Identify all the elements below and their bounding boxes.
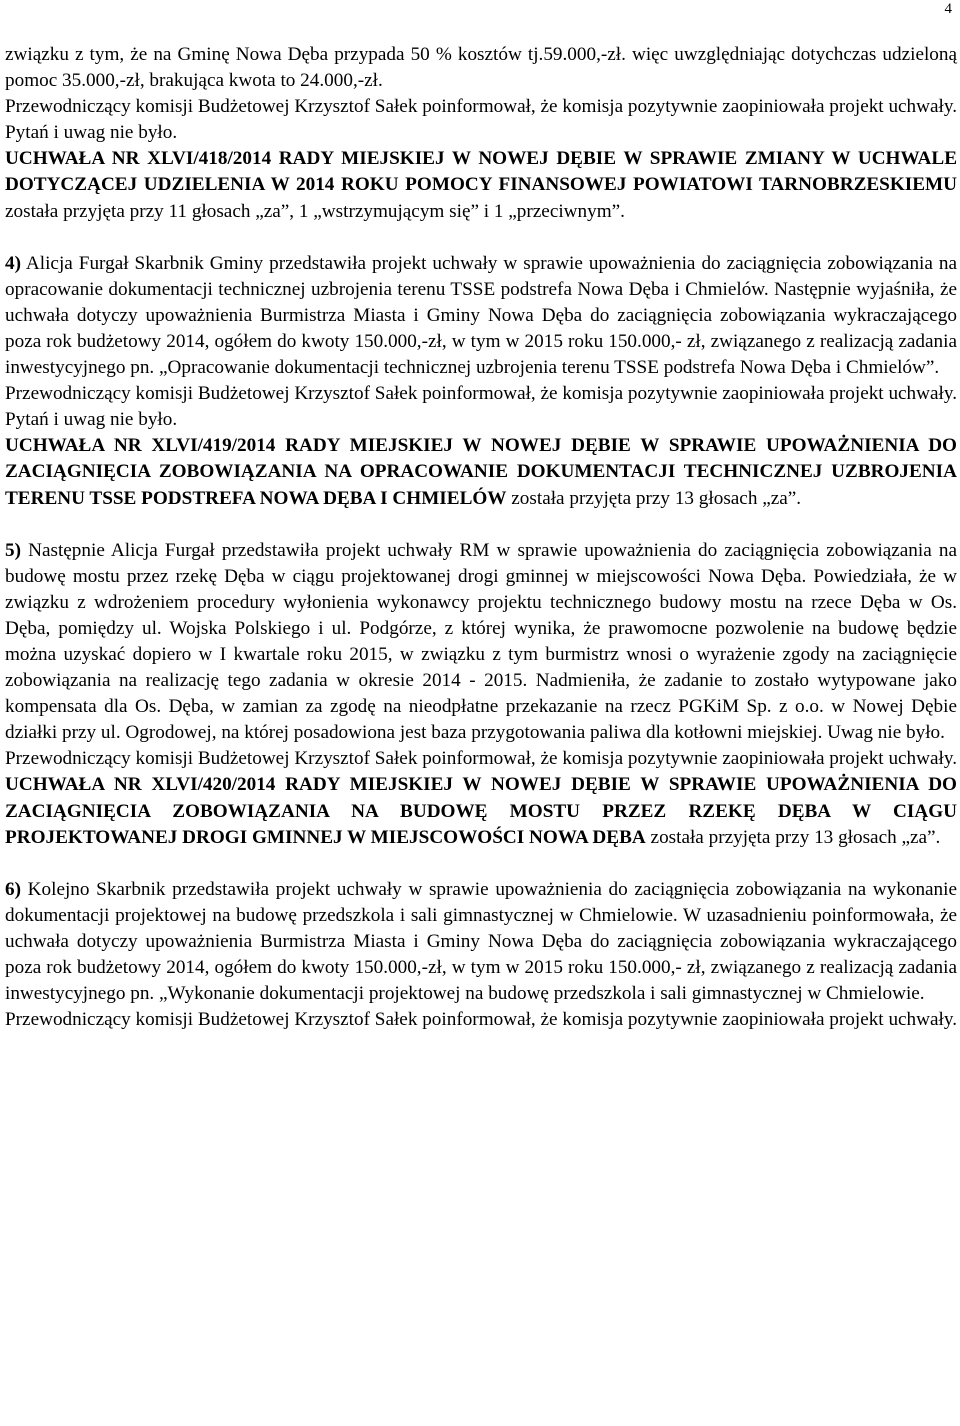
section-number: 6) [5,878,21,900]
intro-committee-paragraph [5,94,957,146]
resolution-420-paragraph [5,772,957,850]
resolution-title: UCHWAŁA NR XLVI/418/2014 RADY MIEJSKIEJ W NOWEJ DĘBIE W SPRAWIE ZMIANY W UCHWALE DOTYCZĄCEJ UDZIELENIA W 2014 ROKU POMOCY FINANSOWEJ POWIATOWI TARNOBRZESKIEMU [5,148,957,196]
resolution-vote-result: została przyjęta przy 11 głosach „za”, 1 „wstrzymującym się” i 1 „przeciwnym”. [5,200,625,222]
resolution-title: UCHWAŁA NR XLVI/420/2014 RADY MIEJSKIEJ W NOWEJ DĘBIE W SPRAWIE UPOWAŻNIENIA DO ZACIĄGNIĘCIA ZOBOWIĄZANIA NA BUDOWĘ MOSTU PRZEZ RZEKĘ DĘBA W CIĄGU PROJEKTOWANEJ DROGI GMINNEJ W MIEJSCOWOŚCI NOWA DĘBA [5,774,957,848]
section-number: 4) [5,252,21,274]
resolution-vote-result: została przyjęta przy 13 głosach „za”. [506,487,802,509]
resolution-title: UCHWAŁA NR XLVI/419/2014 RADY MIEJSKIEJ W NOWEJ DĘBIE W SPRAWIE UPOWAŻNIENIA DO ZACIĄGNIĘCIA ZOBOWIĄZANIA NA OPRACOWANIE DOKUMENTACJI TECHNICZNEJ UZBROJENIA TERENU TSSE PODSTREFA NOWA DĘBA I CHMIELÓW [5,435,957,509]
intro-paragraph [5,42,957,94]
page-number: 4 [944,1,952,17]
section-body: Następnie Alicja Furgał przedstawiła projekt uchwały RM w sprawie upoważnienia do zaciągnięcia zobowiązania na budowę mostu przez rzekę Dęba w ciągu projektowanej drogi gminnej w miejscowości Nowa Dęba. Powiedziała, że w związku z wdrożeniem procedury wyłonienia wykonawcy projektu technicznego budowy mostu na rzece Dęba w Os. Dęba, pomiędzy ul. Wojska Polskiego i ul. Podgórze, z której wynika, że prawomocne pozwolenie na budowę będzie można uzyskać dopiero w I kwartale roku 2015, w związku z tym burmistrz wnosi o wyrażenie zgody na zaciągnięcie zobowiązania na realizację tego zadania w okresie 2014 - 2015. Nadmieniła, że zadanie to zostało wytypowane jako kompensata dla Os. Dęba, w zamian za zgodę na nieodpłatne przekazanie na rzecz PGKiM Sp. z o.o. w Nowej Dębie działki przy ul. Ogrodowej, na której posadowiona jest baza przygotowania paliwa dla kotłowni miejskiej. Uwag nie było. [5,539,957,744]
intro-text: związku z tym, że na Gminę Nowa Dęba przypada 50 % kosztów tj.59.000,-zł. więc uwzględniając dotychczas udzieloną pomoc 35.000,-zł, brakująca kwota to 24.000,-zł. [5,44,957,92]
section-6-paragraph [5,877,957,1007]
section-5-committee-paragraph [5,746,957,772]
section-number: 5) [5,539,21,561]
resolution-vote-result: została przyjęta przy 13 głosach „za”. [645,826,941,848]
committee-statement: Przewodniczący komisji Budżetowej Krzysztof Sałek poinformował, że komisja pozytywnie zaopiniowała projekt uchwały. [5,748,957,770]
resolution-418-paragraph [5,146,957,224]
document-body [5,42,957,1033]
resolution-419-paragraph [5,433,957,511]
section-4-paragraph [5,251,957,381]
section-body: Kolejno Skarbnik przedstawiła projekt uchwały w sprawie upoważnienia do zaciągnięcia zobowiązania na wykonanie dokumentacji projektowej na budowę przedszkola i sali gimnastycznej w Chmielowie. W uzasadnieniu poinformowała, że uchwała dotyczy upoważnienia Burmistrza Miasta i Gminy Nowa Dęba do zaciągnięcia zobowiązania wykraczającego poza rok budżetowy 2014, ogółem do kwoty 150.000,-zł, w tym w 2015 roku 150.000,- zł, związanego z realizacją zadania inwestycyjnego pn. „Wykonanie dokumentacji projektowej na budowę przedszkola i sali gimnastycznej w Chmielowie. [5,878,957,1005]
committee-statement: Przewodniczący komisji Budżetowej Krzysztof Sałek poinformował, że komisja pozytywnie zaopiniowała projekt uchwały. [5,1009,957,1031]
section-4-committee-paragraph [5,381,957,433]
committee-statement: Przewodniczący komisji Budżetowej Krzysztof Sałek poinformował, że komisja pozytywnie zaopiniowała projekt uchwały. Pytań i uwag nie było. [5,96,957,144]
section-6-committee-paragraph [5,1007,957,1033]
committee-statement: Przewodniczący komisji Budżetowej Krzysztof Sałek poinformował, że komisja pozytywnie zaopiniowała projekt uchwały. Pytań i uwag nie było. [5,383,957,431]
section-5-paragraph [5,538,957,747]
section-body: Alicja Furgał Skarbnik Gminy przedstawiła projekt uchwały w sprawie upoważnienia do zaciągnięcia zobowiązania na opracowanie dokumentacji technicznej uzbrojenia terenu TSSE podstrefa Nowa Dęba i Chmielów. Następnie wyjaśniła, że uchwała dotyczy upoważnienia Burmistrza Miasta i Gminy Nowa Dęba do zaciągnięcia zobowiązania wykraczającego poza rok budżetowy 2014, ogółem do kwoty 150.000,-zł, w tym w 2015 roku 150.000,- zł, związanego z realizacją zadania inwestycyjnego pn. „Opracowanie dokumentacji technicznej uzbrojenia terenu TSSE podstrefa Nowa Dęba i Chmielów”. [5,252,957,379]
